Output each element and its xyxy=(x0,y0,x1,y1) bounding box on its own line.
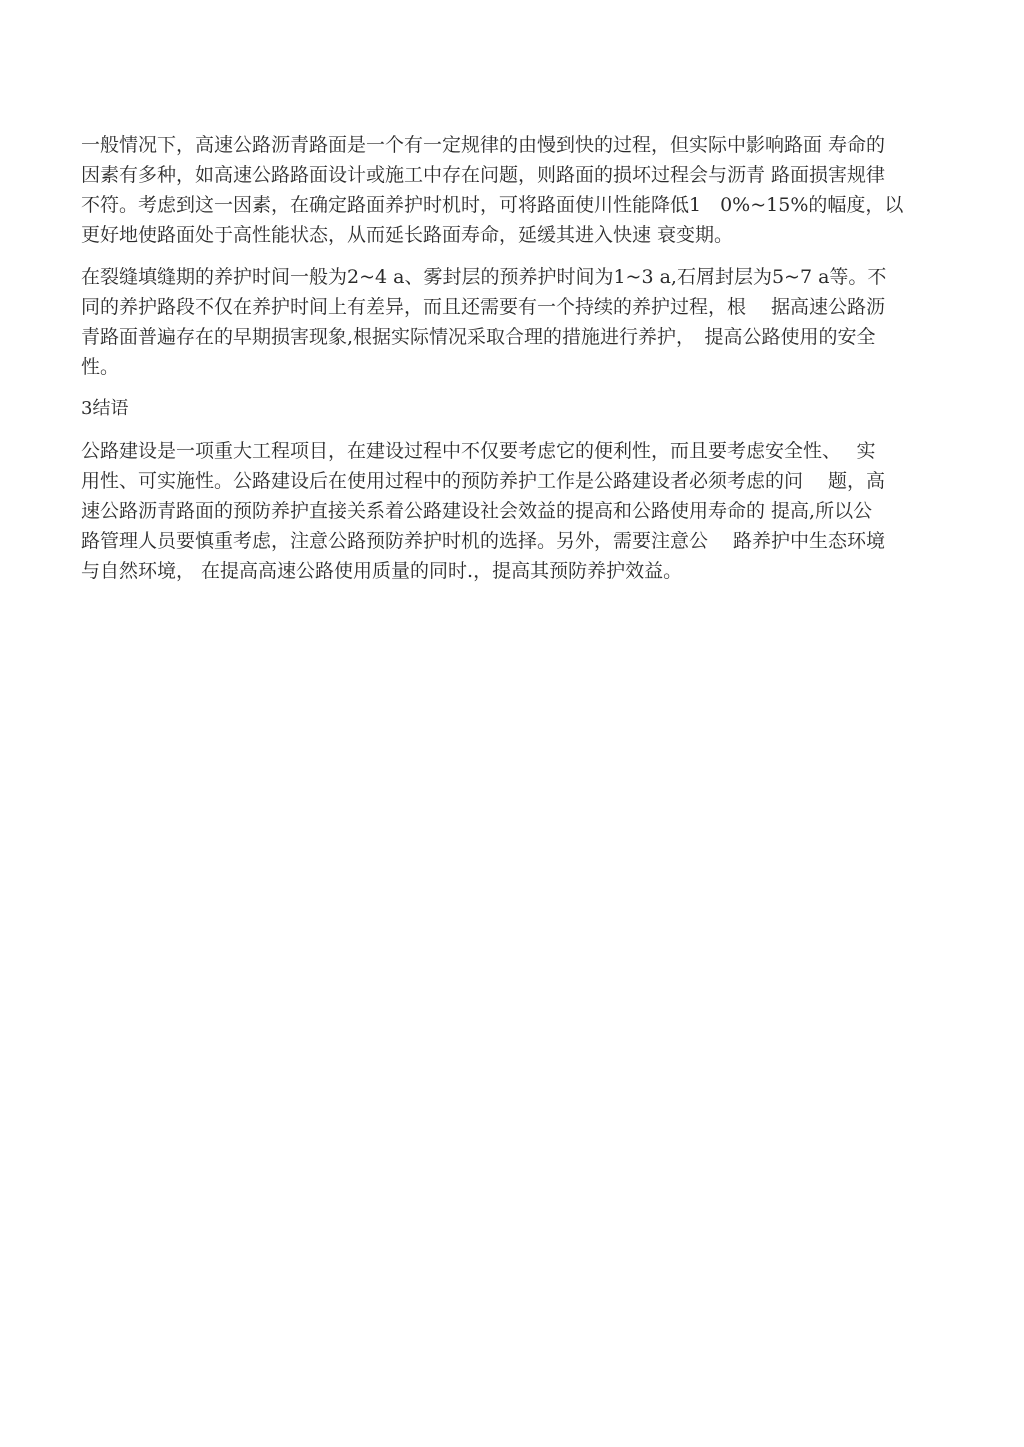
text-line: 更好地使路面处于高性能状态，从而延长路面寿命，延缓其进入快速 衰变期。 xyxy=(81,224,734,246)
document-body xyxy=(81,130,947,598)
text-line: 一般情况下，高速公路沥青路面是一个有一定规律的由慢到快的过程，但实际中影响路面 寿命的 xyxy=(81,134,886,156)
paragraph-maintenance-periods xyxy=(81,262,947,382)
text-line: 与自然环境， 在提高高速公路使用质量的同时.，提高其预防养护效益。 xyxy=(81,560,683,582)
text-line: 因素有多种，如高速公路路面设计或施工中存在问题，则路面的损坏过程会与沥青 路面损害规律 xyxy=(81,164,886,186)
paragraph-pavement-timing xyxy=(81,130,947,250)
text-line: 用性、可实施性。公路建设后在使用过程中的预防养护工作是公路建设者必须考虑的问 题，高 xyxy=(81,470,886,492)
text-line: 公路建设是一项重大工程项目，在建设过程中不仅要考虑它的便利性，而且要考虑安全性、 实 xyxy=(81,440,876,462)
text-line: 在裂缝填缝期的养护时间一般为2~4 a、雾封层的预养护时间为1~3 a,石屑封层为5~7 a等。不 xyxy=(81,266,887,288)
section-heading: 3结语 xyxy=(81,398,129,419)
text-line: 同的养护路段不仅在养护时间上有差异，而且还需要有一个持续的养护过程，根 据高速公路沥 xyxy=(81,296,886,318)
paragraph-conclusion xyxy=(81,436,947,586)
text-line: 速公路沥青路面的预防养护直接关系着公路建设社会效益的提高和公路使用寿命的 提高,所以公 xyxy=(81,500,873,522)
text-line: 路管理人员要慎重考虑，注意公路预防养护时机的选择。另外，需要注意公 路养护中生态环境 xyxy=(81,530,886,552)
text-line: 不符。考虑到这一因素，在确定路面养护时机时，可将路面使川性能降低1 0%~15%的幅度，以 xyxy=(81,194,904,216)
text-line: 青路面普遍存在的早期损害现象,根据实际情况采取合理的措施进行养护， 提高公路使用的安全 xyxy=(81,326,876,348)
text-line: 性。 xyxy=(81,356,120,378)
